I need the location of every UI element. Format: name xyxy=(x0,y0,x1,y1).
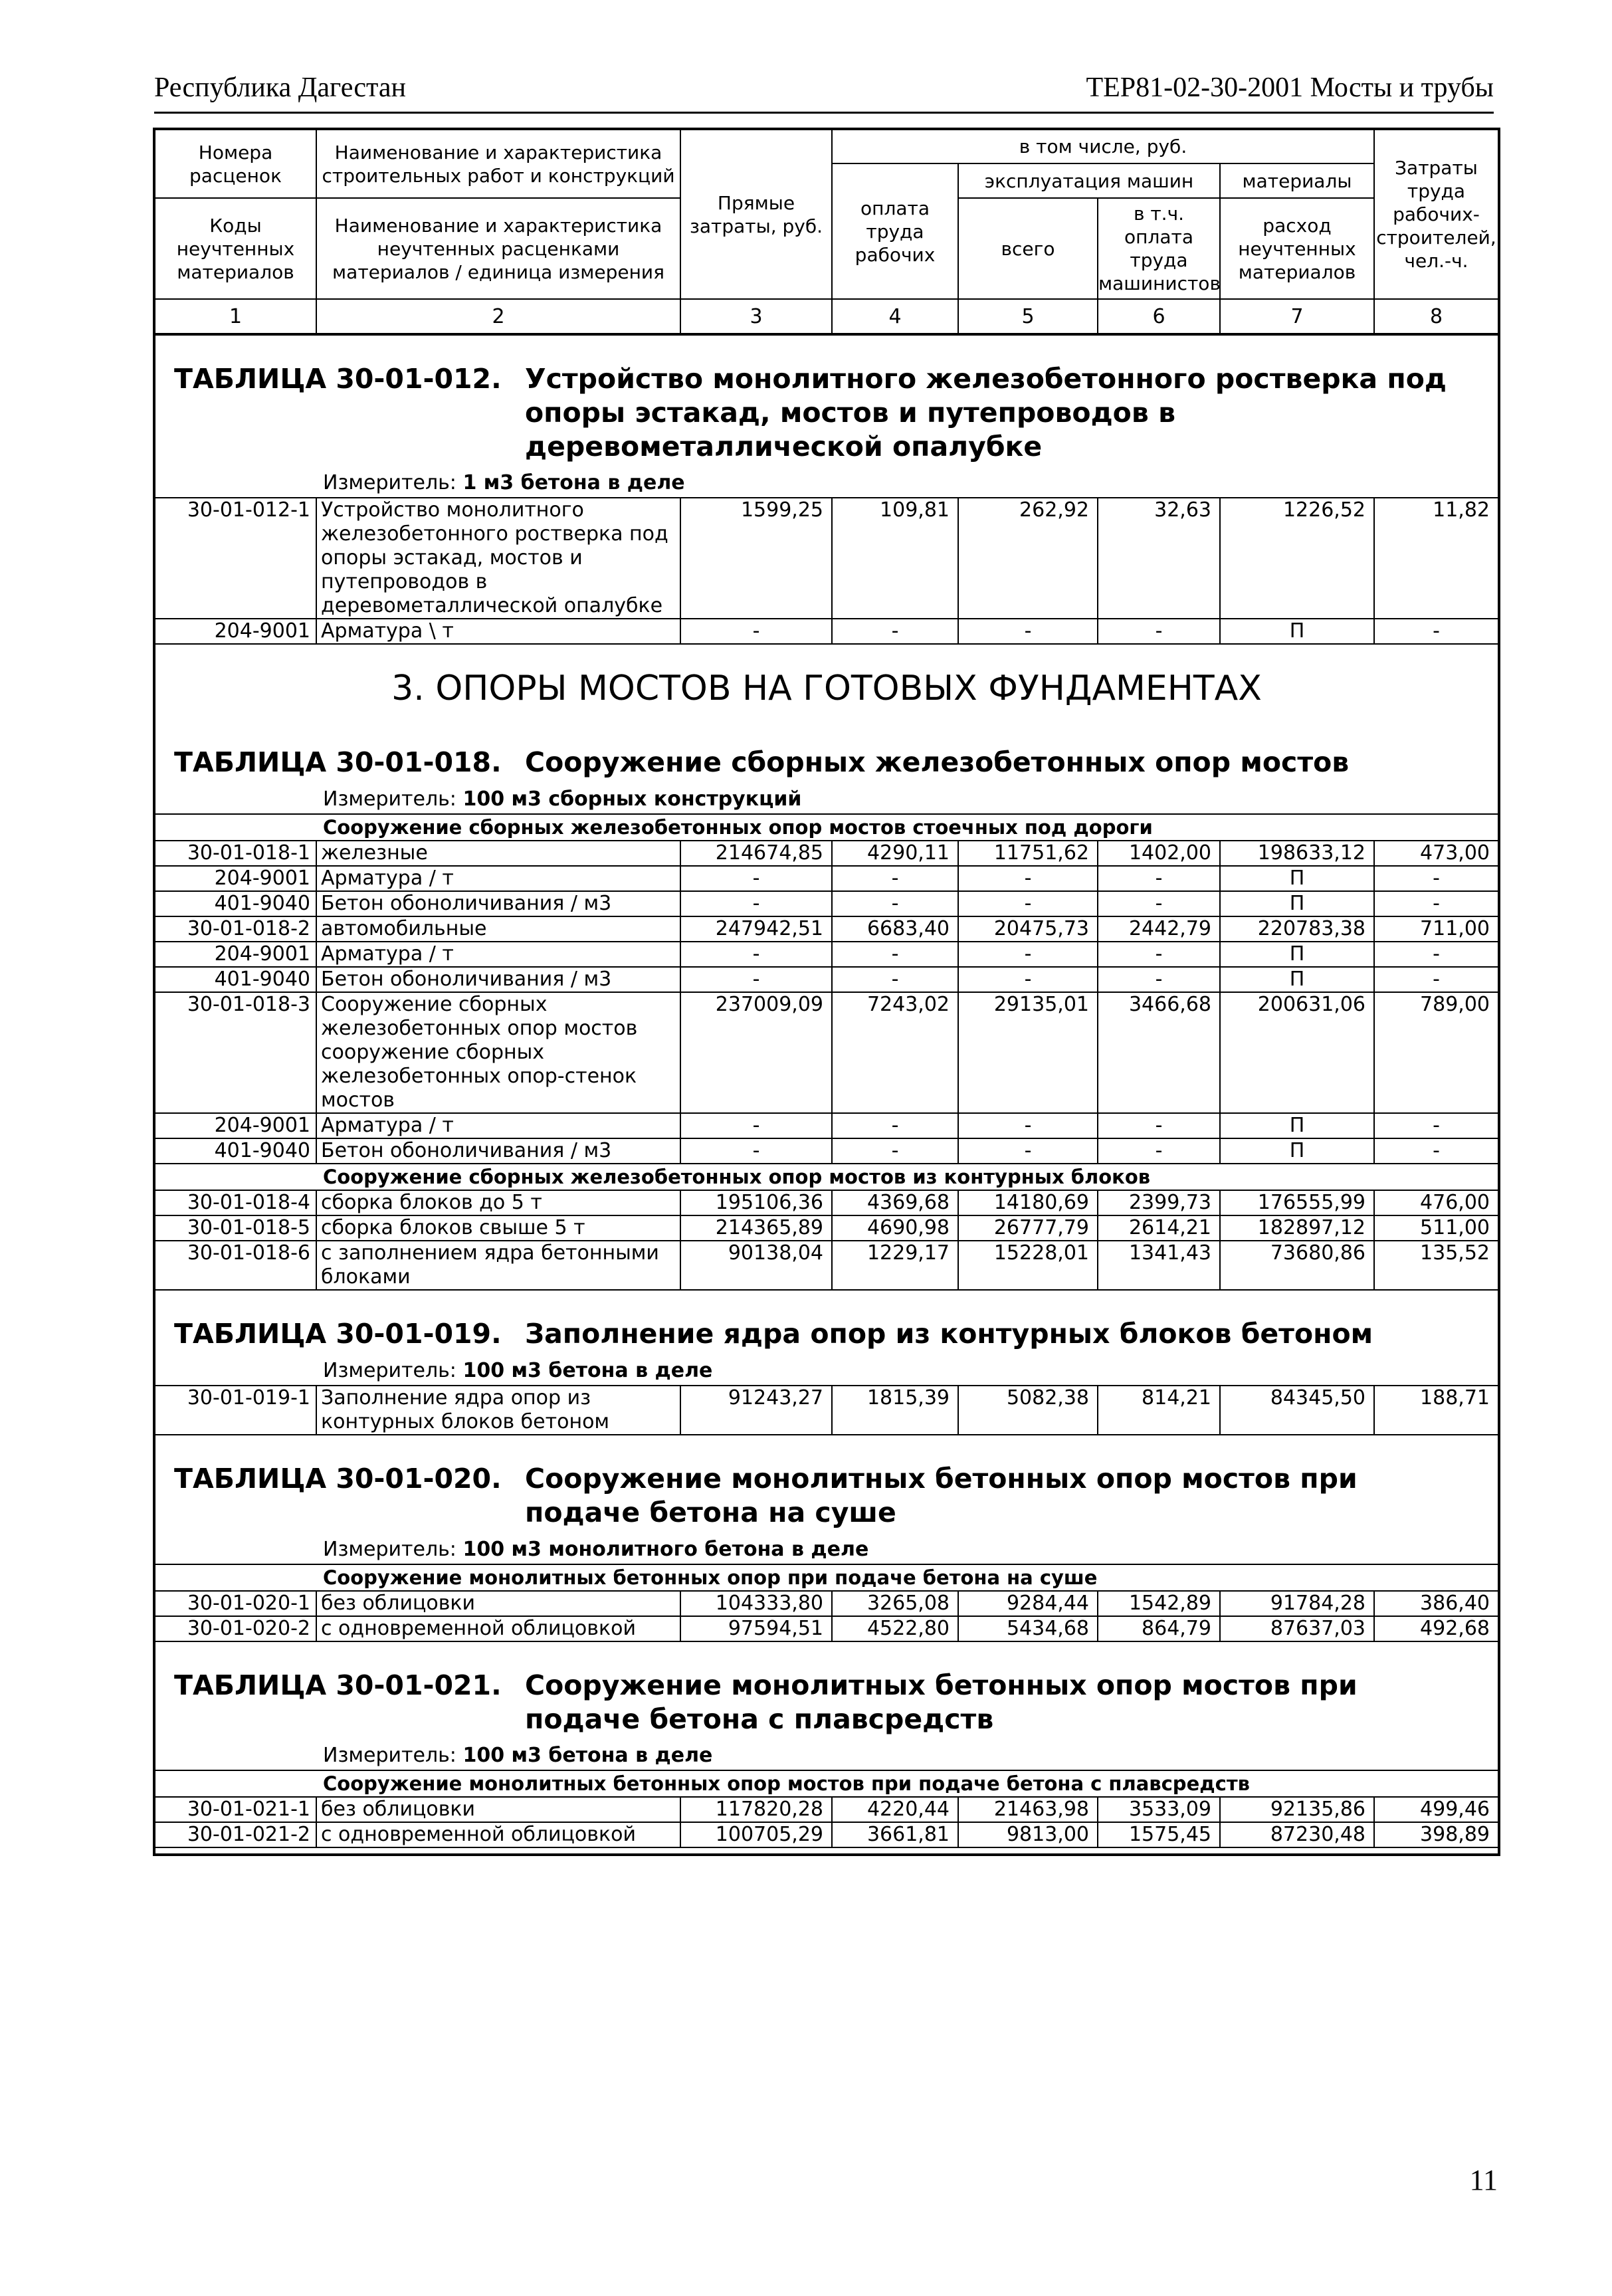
row-value-c8: - xyxy=(1374,1113,1499,1138)
row-value-c4: - xyxy=(832,967,958,992)
column-number: 3 xyxy=(680,299,832,334)
meter-row xyxy=(154,1530,1499,1564)
row-value-c5: - xyxy=(958,619,1098,644)
header-materials: материалы xyxy=(1220,163,1374,198)
row-name: без облицовки xyxy=(316,1797,680,1822)
header-labor-costs: Затраты труда рабочих-строителей, чел.-ч. xyxy=(1374,129,1499,299)
row-value-c3: - xyxy=(680,1138,832,1164)
section-title-row xyxy=(154,644,1499,719)
row-value-c3: 1599,25 xyxy=(680,498,832,619)
row-value-c7: П xyxy=(1220,942,1374,967)
header-wages: оплата труда рабочих xyxy=(832,163,958,299)
table-number: ТАБЛИЦА 30-01-020. xyxy=(174,1463,502,1495)
row-value-c6: - xyxy=(1098,967,1220,992)
meter-value: 100 м3 сборных конструкций xyxy=(462,787,802,811)
meter-cell xyxy=(154,1351,1499,1386)
row-value-c3: 237009,09 xyxy=(680,992,832,1113)
row-value-c7: 1226,52 xyxy=(1220,498,1374,619)
row-value-c4: - xyxy=(832,891,958,916)
row-value-c8: 11,82 xyxy=(1374,498,1499,619)
row-value-c4: - xyxy=(832,1113,958,1138)
meter-cell xyxy=(154,780,1499,814)
row-value-c3: 97594,51 xyxy=(680,1616,832,1641)
row-value-c3: 214365,89 xyxy=(680,1215,832,1241)
row-value-c6: - xyxy=(1098,866,1220,891)
meter-cell xyxy=(154,1530,1499,1564)
table-title xyxy=(174,1669,1498,1736)
table-title-row xyxy=(154,1290,1499,1351)
column-number-row xyxy=(154,299,1499,334)
group-title-row xyxy=(154,814,1499,841)
table-row xyxy=(154,992,1499,1113)
meter-label: Измеритель: xyxy=(323,787,456,811)
table-description: Сооружение монолитных бетонных опор мостов при подаче бетона на суше xyxy=(525,1463,1358,1528)
row-value-c6: 814,21 xyxy=(1098,1386,1220,1435)
row-value-c6: - xyxy=(1098,1113,1220,1138)
row-value-c7: 87230,48 xyxy=(1220,1822,1374,1847)
header-material-consumption: расход неучтенных материалов xyxy=(1220,198,1374,299)
row-code: 30-01-020-1 xyxy=(154,1591,316,1616)
meter-label: Измеритель: xyxy=(323,1537,456,1561)
row-value-c5: - xyxy=(958,891,1098,916)
row-value-c7: П xyxy=(1220,967,1374,992)
row-code: 204-9001 xyxy=(154,866,316,891)
row-value-c7: П xyxy=(1220,1138,1374,1164)
row-value-c3: 214674,85 xyxy=(680,841,832,866)
table-description: Заполнение ядра опор из контурных блоков бетоном xyxy=(525,1318,1373,1350)
table-row xyxy=(154,916,1499,942)
row-value-c7: П xyxy=(1220,891,1374,916)
row-name: Бетон обоноличивания / м3 xyxy=(316,891,680,916)
group-title-row xyxy=(154,1770,1499,1797)
table-end-spacer xyxy=(154,1847,1499,1855)
table-title-row xyxy=(154,1641,1499,1736)
meter-label: Измеритель: xyxy=(323,1359,456,1383)
row-value-c6: 3466,68 xyxy=(1098,992,1220,1113)
row-value-c6: 2399,73 xyxy=(1098,1190,1220,1215)
header-work-name: Наименование и характеристика строительных работ и конструкций xyxy=(316,129,680,198)
row-value-c7: 200631,06 xyxy=(1220,992,1374,1113)
row-value-c7: 73680,86 xyxy=(1220,1241,1374,1290)
table-title-cell xyxy=(154,719,1499,780)
row-value-c4: 4290,11 xyxy=(832,841,958,866)
row-value-c6: 3533,09 xyxy=(1098,1797,1220,1822)
meter-cell xyxy=(154,1736,1499,1770)
row-value-c4: - xyxy=(832,1138,958,1164)
row-code: 30-01-021-2 xyxy=(154,1822,316,1847)
table-number: ТАБЛИЦА 30-01-019. xyxy=(174,1318,502,1350)
row-name: Сооружение сборных железобетонных опор мостов сооружение сборных железобетонных опор-стенок мостов xyxy=(316,992,680,1113)
group-title: Сооружение сборных железобетонных опор мостов стоечных под дороги xyxy=(154,814,1499,841)
row-value-c7: 84345,50 xyxy=(1220,1386,1374,1435)
row-name: Арматура / т xyxy=(316,942,680,967)
row-value-c4: - xyxy=(832,619,958,644)
row-value-c4: 3265,08 xyxy=(832,1591,958,1616)
row-code: 30-01-018-4 xyxy=(154,1190,316,1215)
group-title: Сооружение монолитных бетонных опор при подаче бетона на суше xyxy=(154,1564,1499,1591)
material-row xyxy=(154,891,1499,916)
row-value-c6: - xyxy=(1098,1138,1220,1164)
table-title-cell xyxy=(154,1641,1499,1736)
row-value-c6: - xyxy=(1098,619,1220,644)
row-value-c6: 2442,79 xyxy=(1098,916,1220,942)
row-value-c6: - xyxy=(1098,942,1220,967)
table-body xyxy=(154,299,1499,1855)
row-value-c8: 135,52 xyxy=(1374,1241,1499,1290)
page-header xyxy=(154,72,1494,114)
row-value-c5: 262,92 xyxy=(958,498,1098,619)
row-name: с заполнением ядра бетонными блоками xyxy=(316,1241,680,1290)
row-value-c8: 511,00 xyxy=(1374,1215,1499,1241)
row-name: без облицовки xyxy=(316,1591,680,1616)
header-document-code: ТЕР81-02-30-2001 Мосты и трубы xyxy=(1086,72,1494,103)
table-description: Устройство монолитного железобетонного ростверка под опоры эстакад, мостов и путепроводов в деревометаллической опалубке xyxy=(525,363,1447,463)
row-name: автомобильные xyxy=(316,916,680,942)
table-row xyxy=(154,1822,1499,1847)
row-value-c4: 1229,17 xyxy=(832,1241,958,1290)
section-title: 3. ОПОРЫ МОСТОВ НА ГОТОВЫХ ФУНДАМЕНТАХ xyxy=(391,669,1262,709)
row-value-c7: П xyxy=(1220,619,1374,644)
row-value-c5: - xyxy=(958,1113,1098,1138)
row-code: 401-9040 xyxy=(154,891,316,916)
row-value-c8: 789,00 xyxy=(1374,992,1499,1113)
row-code: 30-01-020-2 xyxy=(154,1616,316,1641)
row-value-c3: - xyxy=(680,1113,832,1138)
table-title-row xyxy=(154,719,1499,780)
row-value-c5: - xyxy=(958,1138,1098,1164)
row-value-c7: П xyxy=(1220,866,1374,891)
row-value-c3: 247942,51 xyxy=(680,916,832,942)
row-value-c7: 91784,28 xyxy=(1220,1591,1374,1616)
row-value-c5: 29135,01 xyxy=(958,992,1098,1113)
row-value-c5: 14180,69 xyxy=(958,1190,1098,1215)
table-number: ТАБЛИЦА 30-01-021. xyxy=(174,1669,502,1701)
row-value-c6: - xyxy=(1098,891,1220,916)
row-value-c3: 117820,28 xyxy=(680,1797,832,1822)
material-row xyxy=(154,866,1499,891)
meter-row xyxy=(154,780,1499,814)
meter-row xyxy=(154,1351,1499,1386)
row-value-c8: 711,00 xyxy=(1374,916,1499,942)
row-value-c8: - xyxy=(1374,967,1499,992)
row-name: Арматура / т xyxy=(316,866,680,891)
meter-row xyxy=(154,463,1499,498)
row-value-c6: 32,63 xyxy=(1098,498,1220,619)
row-value-c5: 15228,01 xyxy=(958,1241,1098,1290)
row-value-c8: 188,71 xyxy=(1374,1386,1499,1435)
material-row xyxy=(154,619,1499,644)
row-value-c7: 92135,86 xyxy=(1220,1797,1374,1822)
row-value-c3: 90138,04 xyxy=(680,1241,832,1290)
material-row xyxy=(154,967,1499,992)
table-row xyxy=(154,1386,1499,1435)
row-value-c4: 3661,81 xyxy=(832,1822,958,1847)
price-table xyxy=(153,128,1500,1856)
row-name: сборка блоков до 5 т xyxy=(316,1190,680,1215)
table-title-cell xyxy=(154,334,1499,463)
row-value-c7: 176555,99 xyxy=(1220,1190,1374,1215)
row-value-c7: 198633,12 xyxy=(1220,841,1374,866)
table-row xyxy=(154,498,1499,619)
row-code: 401-9040 xyxy=(154,1138,316,1164)
row-value-c4: 4690,98 xyxy=(832,1215,958,1241)
row-value-c8: 473,00 xyxy=(1374,841,1499,866)
row-value-c6: 1542,89 xyxy=(1098,1591,1220,1616)
table-description: Сооружение монолитных бетонных опор мостов при подаче бетона с плавсредств xyxy=(525,1669,1358,1735)
table-title xyxy=(174,362,1498,463)
meter-row xyxy=(154,1736,1499,1770)
row-value-c3: - xyxy=(680,967,832,992)
table-row xyxy=(154,1616,1499,1641)
meter-label: Измеритель: xyxy=(323,1744,456,1768)
row-value-c6: 1575,45 xyxy=(1098,1822,1220,1847)
row-value-c8: - xyxy=(1374,1138,1499,1164)
row-value-c4: 7243,02 xyxy=(832,992,958,1113)
row-code: 30-01-019-1 xyxy=(154,1386,316,1435)
table-title xyxy=(174,1317,1498,1351)
row-value-c5: 9284,44 xyxy=(958,1591,1098,1616)
row-value-c6: 1402,00 xyxy=(1098,841,1220,866)
column-number: 8 xyxy=(1374,299,1499,334)
row-code: 30-01-021-1 xyxy=(154,1797,316,1822)
row-value-c5: 5082,38 xyxy=(958,1386,1098,1435)
row-value-c4: 6683,40 xyxy=(832,916,958,942)
group-title-row xyxy=(154,1564,1499,1591)
table-header xyxy=(154,129,1499,299)
row-code: 30-01-018-5 xyxy=(154,1215,316,1241)
row-code: 401-9040 xyxy=(154,967,316,992)
row-value-c4: - xyxy=(832,942,958,967)
row-value-c7: П xyxy=(1220,1113,1374,1138)
row-value-c4: 4369,68 xyxy=(832,1190,958,1215)
table-row xyxy=(154,1591,1499,1616)
row-value-c3: - xyxy=(680,942,832,967)
row-value-c5: 26777,79 xyxy=(958,1215,1098,1241)
group-title: Сооружение сборных железобетонных опор мостов из контурных блоков xyxy=(154,1164,1499,1190)
table-title-cell xyxy=(154,1435,1499,1530)
table-row xyxy=(154,841,1499,866)
row-value-c6: 1341,43 xyxy=(1098,1241,1220,1290)
column-number: 1 xyxy=(154,299,316,334)
row-name: с одновременной облицовкой xyxy=(316,1616,680,1641)
spacer-cell xyxy=(154,1847,1499,1855)
meter-value: 100 м3 бетона в деле xyxy=(462,1744,713,1768)
row-value-c8: 398,89 xyxy=(1374,1822,1499,1847)
row-name: Бетон обоноличивания / м3 xyxy=(316,1138,680,1164)
row-value-c7: 87637,03 xyxy=(1220,1616,1374,1641)
table-row xyxy=(154,1190,1499,1215)
table-title-cell xyxy=(154,1290,1499,1351)
row-value-c8: - xyxy=(1374,942,1499,967)
header-material-codes: Коды неучтенных материалов xyxy=(154,198,316,299)
group-title: Сооружение монолитных бетонных опор мостов при подаче бетона с плавсредств xyxy=(154,1770,1499,1797)
row-value-c3: 91243,27 xyxy=(680,1386,832,1435)
row-value-c5: 20475,73 xyxy=(958,916,1098,942)
page-number: 11 xyxy=(1469,2164,1498,2196)
column-number: 6 xyxy=(1098,299,1220,334)
row-value-c8: 386,40 xyxy=(1374,1591,1499,1616)
row-value-c4: 1815,39 xyxy=(832,1386,958,1435)
header-machines-total: всего xyxy=(958,198,1098,299)
row-name: железные xyxy=(316,841,680,866)
row-value-c8: 499,46 xyxy=(1374,1797,1499,1822)
header-material-names: Наименование и характеристика неучтенных расценками материалов / единица измерения xyxy=(316,198,680,299)
row-value-c5: - xyxy=(958,866,1098,891)
row-name: Заполнение ядра опор из контурных блоков бетоном xyxy=(316,1386,680,1435)
row-code: 30-01-012-1 xyxy=(154,498,316,619)
row-value-c3: 104333,80 xyxy=(680,1591,832,1616)
row-value-c7: 182897,12 xyxy=(1220,1215,1374,1241)
material-row xyxy=(154,1138,1499,1164)
header-codes: Номера расценок xyxy=(154,129,316,198)
table-description: Сооружение сборных железобетонных опор мостов xyxy=(525,746,1350,779)
column-number: 2 xyxy=(316,299,680,334)
table-title-row xyxy=(154,334,1499,463)
row-value-c6: 864,79 xyxy=(1098,1616,1220,1641)
row-name: с одновременной облицовкой xyxy=(316,1822,680,1847)
material-row xyxy=(154,942,1499,967)
table-number: ТАБЛИЦА 30-01-012. xyxy=(174,363,502,395)
table-title-row xyxy=(154,1435,1499,1530)
row-name: сборка блоков свыше 5 т xyxy=(316,1215,680,1241)
row-value-c5: 11751,62 xyxy=(958,841,1098,866)
row-value-c4: 4522,80 xyxy=(832,1616,958,1641)
row-value-c3: 195106,36 xyxy=(680,1190,832,1215)
column-number: 7 xyxy=(1220,299,1374,334)
header-direct-costs: Прямые затраты, руб. xyxy=(680,129,832,299)
row-value-c3: - xyxy=(680,891,832,916)
header-rule xyxy=(154,112,1494,114)
row-value-c5: - xyxy=(958,967,1098,992)
row-value-c5: 9813,00 xyxy=(958,1822,1098,1847)
table-row xyxy=(154,1797,1499,1822)
table-row xyxy=(154,1215,1499,1241)
table-row xyxy=(154,1241,1499,1290)
row-value-c3: 100705,29 xyxy=(680,1822,832,1847)
header-including: в том числе, руб. xyxy=(832,129,1374,163)
header-machinist-wages: в т.ч. оплата труда машинистов xyxy=(1098,198,1220,299)
table-title xyxy=(174,1462,1498,1530)
meter-value: 100 м3 бетона в деле xyxy=(462,1359,713,1383)
row-value-c6: 2614,21 xyxy=(1098,1215,1220,1241)
row-value-c4: 4220,44 xyxy=(832,1797,958,1822)
meter-cell xyxy=(154,463,1499,498)
row-code: 204-9001 xyxy=(154,942,316,967)
meter-value: 100 м3 монолитного бетона в деле xyxy=(462,1537,869,1561)
row-value-c8: 492,68 xyxy=(1374,1616,1499,1641)
row-value-c8: - xyxy=(1374,891,1499,916)
row-value-c3: - xyxy=(680,866,832,891)
row-value-c8: - xyxy=(1374,866,1499,891)
row-name: Арматура \ т xyxy=(316,619,680,644)
row-value-c8: 476,00 xyxy=(1374,1190,1499,1215)
header-region: Республика Дагестан xyxy=(154,72,407,103)
row-code: 30-01-018-2 xyxy=(154,916,316,942)
meter-label: Измеритель: xyxy=(323,471,456,495)
row-code: 30-01-018-6 xyxy=(154,1241,316,1290)
row-code: 30-01-018-1 xyxy=(154,841,316,866)
table-title xyxy=(174,746,1498,780)
table-number: ТАБЛИЦА 30-01-018. xyxy=(174,746,502,779)
meter-value: 1 м3 бетона в деле xyxy=(462,471,685,495)
row-code: 30-01-018-3 xyxy=(154,992,316,1113)
row-value-c5: - xyxy=(958,942,1098,967)
row-value-c3: - xyxy=(680,619,832,644)
row-name: Устройство монолитного железобетонного ростверка под опоры эстакад, мостов и путепроводов в деревометаллической опалубке xyxy=(316,498,680,619)
material-row xyxy=(154,1113,1499,1138)
row-code: 204-9001 xyxy=(154,619,316,644)
row-value-c5: 21463,98 xyxy=(958,1797,1098,1822)
row-value-c4: 109,81 xyxy=(832,498,958,619)
header-machines: эксплуатация машин xyxy=(958,163,1220,198)
row-value-c5: 5434,68 xyxy=(958,1616,1098,1641)
row-value-c8: - xyxy=(1374,619,1499,644)
row-value-c4: - xyxy=(832,866,958,891)
row-name: Бетон обоноличивания / м3 xyxy=(316,967,680,992)
row-code: 204-9001 xyxy=(154,1113,316,1138)
group-title-row xyxy=(154,1164,1499,1190)
column-number: 5 xyxy=(958,299,1098,334)
column-number: 4 xyxy=(832,299,958,334)
row-value-c7: 220783,38 xyxy=(1220,916,1374,942)
row-name: Арматура / т xyxy=(316,1113,680,1138)
